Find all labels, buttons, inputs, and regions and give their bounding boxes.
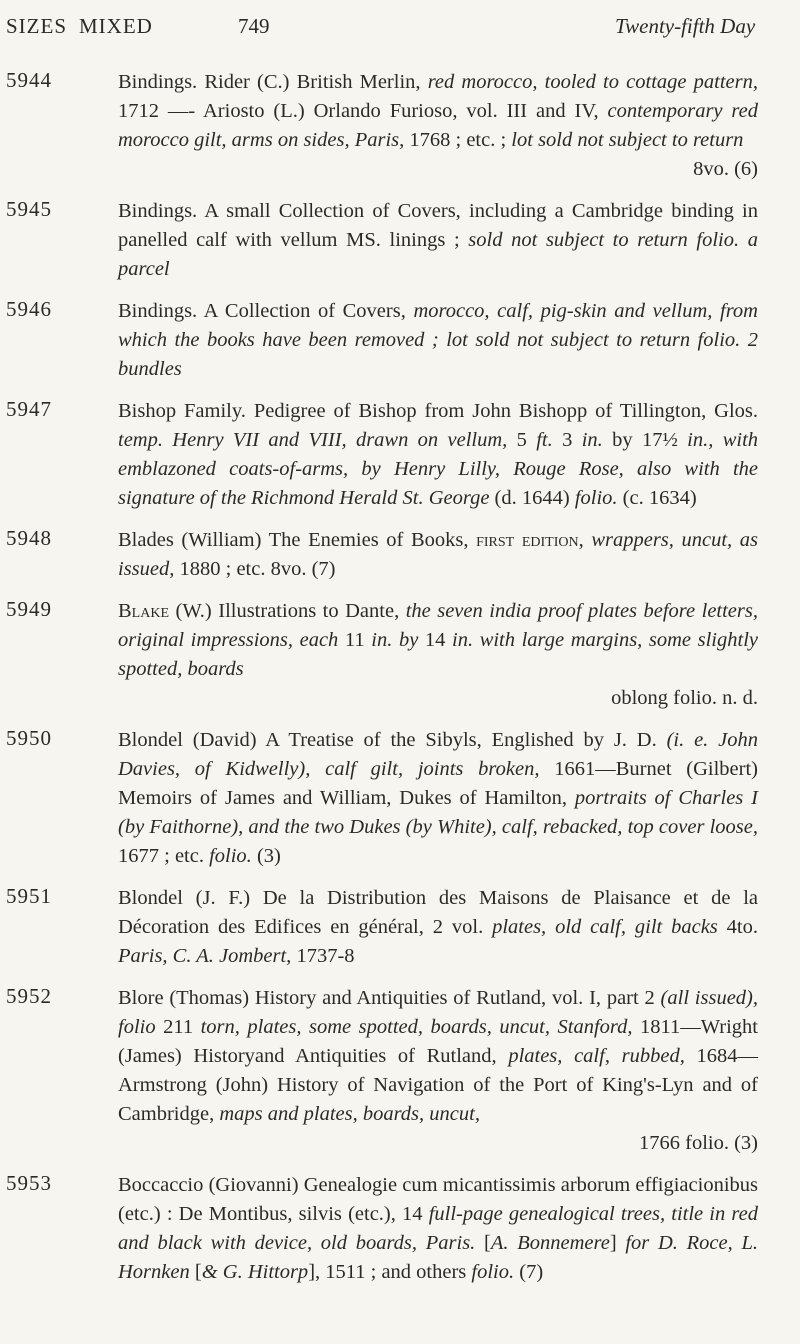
lot-text-segment: full-page genealogical trees, title in red and black with device, old boards, Paris. bbox=[118, 1203, 758, 1254]
lot-entry bbox=[0, 597, 800, 713]
lot-entry bbox=[0, 197, 800, 284]
lot-text-segment: (all issued), folio bbox=[118, 987, 759, 1038]
lot-text-segment: Boccaccio (Giovanni) Genealogie cum micantissimis arborum effigiacionibus (etc.) : De Montibus, silvis (etc.), 14 bbox=[118, 1174, 758, 1225]
lot-text-segment: plates, calf, rubbed, bbox=[508, 1045, 685, 1067]
lot-text-segment: Bishop Family. Pedigree of Bishop from John Bishopp of Tillington, Glos. bbox=[118, 400, 758, 422]
page-number: 749 bbox=[238, 14, 270, 38]
lot-text-segment: in. bbox=[581, 429, 603, 451]
lot-description bbox=[118, 597, 758, 713]
lot-number: 5944 bbox=[6, 68, 52, 92]
lot-description bbox=[118, 1171, 758, 1287]
lot-entry bbox=[0, 884, 800, 971]
lot-text-segment: 211 bbox=[155, 1016, 201, 1038]
lot-format: 1766 folio. (3) bbox=[639, 1132, 758, 1154]
lot-list bbox=[0, 68, 800, 1300]
lot-entry bbox=[0, 1171, 800, 1287]
lot-text-segment: for D. Roce, L. Hornken bbox=[118, 1232, 758, 1283]
lot-format: oblong folio. n. d. bbox=[611, 687, 758, 709]
lot-format: 8vo. (6) bbox=[693, 158, 758, 180]
lot-description bbox=[118, 526, 758, 584]
lot-text-segment: in. with large margins, some slightly spotted, boards bbox=[118, 629, 758, 680]
lot-text-segment: temp. Henry VII and VIII, drawn on vellum, bbox=[118, 429, 508, 451]
lot-text-segment: Blore (Thomas) History and Antiquities of Rutland, vol. I, part 2 bbox=[118, 987, 661, 1009]
lot-description bbox=[118, 984, 758, 1158]
lot-text-segment: in., with emblazoned coats-of-arms, by Henry Lilly, Rouge Rose, also with the signature of the Richmond Herald St. George bbox=[118, 429, 759, 509]
lot-text-segment: first edition, bbox=[476, 529, 584, 551]
lot-number: 5951 bbox=[6, 884, 52, 908]
lot-text-segment: 11 bbox=[338, 629, 372, 651]
lot-text-segment: 1712 —- Ariosto (L.) Orlando Furioso, vol. III and IV, bbox=[118, 100, 608, 122]
lot-text-segment: [ bbox=[475, 1232, 491, 1254]
lot-description bbox=[118, 68, 758, 184]
lot-text-segment: Blondel (J. F.) De la Distribution des Maisons de Plaisance et de la Décoration des Edifices en général, 2 vol. bbox=[118, 887, 758, 938]
lot-number: 5950 bbox=[6, 726, 52, 750]
lot-description bbox=[118, 397, 758, 513]
lot-number: 5949 bbox=[6, 597, 52, 621]
lot-text-segment: [ bbox=[189, 1261, 202, 1283]
lot-text-segment: 14 bbox=[418, 629, 453, 651]
lot-number: 5953 bbox=[6, 1171, 52, 1195]
lot-entry bbox=[0, 526, 800, 584]
lot-text-segment: 1677 ; etc. bbox=[118, 845, 210, 867]
lot-number: 5945 bbox=[6, 197, 52, 221]
header-sizes: SIZES bbox=[6, 14, 68, 38]
lot-number: 5946 bbox=[6, 297, 52, 321]
lot-text-segment: Bindings. A Collection of Covers, bbox=[118, 300, 414, 322]
lot-text-segment bbox=[392, 629, 399, 651]
lot-text-segment: (i. e. John Davies, of Kidwelly), calf gilt, joints broken, bbox=[118, 729, 758, 780]
page-header bbox=[0, 14, 800, 50]
lot-entry bbox=[0, 726, 800, 871]
sale-day-title: Twenty-fifth Day bbox=[615, 14, 756, 38]
lot-text-segment: A. Bonnemere bbox=[490, 1232, 610, 1254]
lot-text-segment: Bindings. Rider (C.) British Merlin, bbox=[118, 71, 428, 93]
lot-text-segment: red morocco, tooled to cottage pattern, bbox=[427, 71, 758, 93]
lot-description bbox=[118, 197, 758, 284]
lot-text-segment: 5 bbox=[507, 429, 537, 451]
lot-text-segment: folio. bbox=[574, 487, 618, 509]
lot-entry bbox=[0, 984, 800, 1158]
lot-text-segment: ], 1511 ; and others bbox=[308, 1261, 472, 1283]
lot-number: 5947 bbox=[6, 397, 52, 421]
lot-description bbox=[118, 297, 758, 384]
lot-number: 5948 bbox=[6, 526, 52, 550]
lot-text-segment: maps and plates, boards, uncut, bbox=[219, 1103, 480, 1125]
lot-text-segment: by bbox=[398, 629, 419, 651]
lot-text-segment: & G. Hittorp bbox=[201, 1261, 309, 1283]
lot-text-segment: (7) bbox=[514, 1261, 544, 1283]
lot-text-segment: folio. bbox=[209, 845, 252, 867]
lot-text-segment: (3) bbox=[251, 845, 281, 867]
lot-description bbox=[118, 884, 758, 971]
lot-entry bbox=[0, 397, 800, 513]
lot-text-segment: ] bbox=[609, 1232, 626, 1254]
lot-text-segment: 3 bbox=[552, 429, 582, 451]
lot-number: 5952 bbox=[6, 984, 52, 1008]
lot-text-segment: folio. bbox=[471, 1261, 515, 1283]
header-mixed: MIXED bbox=[79, 14, 153, 38]
lot-text-segment: 1811—Wright (James) Historyand Antiquities of Rutland, bbox=[118, 1016, 758, 1067]
lot-text-segment: lot sold not subject to return bbox=[511, 129, 744, 151]
lot-text-segment: 1768 ; etc. ; bbox=[404, 129, 512, 151]
lot-text-segment: 1661—Burnet (Gilbert) Memoirs of James and William, Dukes of Hamilton, bbox=[118, 758, 759, 809]
lot-text-segment: (d. 1644) bbox=[489, 487, 575, 509]
lot-text-segment: torn, plates, some spotted, boards, uncut, Stanford, bbox=[200, 1016, 633, 1038]
lot-text-segment: 1737-8 bbox=[291, 945, 355, 967]
lot-text-segment: 1880 ; etc. 8vo. (7) bbox=[174, 558, 336, 580]
lot-text-segment: by 17½ bbox=[602, 429, 688, 451]
lot-text-segment: morocco, calf, pig-skin and vellum, from which the books have been removed ; lot sold not subject to return folio. 2 bundles bbox=[118, 300, 758, 380]
lot-text-segment: Blondel (David) A Treatise of the Sibyls, Englished by J. D. bbox=[118, 729, 667, 751]
lot-text-segment: (c. 1634) bbox=[617, 487, 697, 509]
lot-description bbox=[118, 726, 758, 871]
lot-text-segment: Blake bbox=[118, 600, 169, 622]
lot-text-segment: Bindings. A small Collection of Covers, including a Cambridge binding in panelled calf with vellum MS. linings ; bbox=[118, 200, 758, 251]
lot-text-segment: Blades (William) The Enemies of Books, bbox=[118, 529, 477, 551]
lot-text-segment: wrappers, uncut, as issued, bbox=[118, 529, 759, 580]
lot-text-segment: contemporary red morocco gilt, arms on sides, Paris, bbox=[118, 100, 758, 151]
lot-text-segment: 4to. bbox=[717, 916, 758, 938]
lot-entry bbox=[0, 68, 800, 184]
lot-text-segment: plates, old calf, gilt backs bbox=[492, 916, 718, 938]
lot-text-segment: (W.) Illustrations to Dante, bbox=[169, 600, 406, 622]
lot-text-segment: 1684— Armstrong (John) History of Navigation of the Port of King's-Lyn and of Cambridge, bbox=[118, 1045, 758, 1125]
lot-text-segment: ft. bbox=[536, 429, 553, 451]
lot-text-segment: Paris, C. A. Jombert, bbox=[118, 945, 292, 967]
lot-text-segment: portraits of Charles I (by Faithorne), and the two Dukes (by White), calf, rebacked, top cover loose, bbox=[118, 787, 758, 838]
lot-text-segment: sold not subject to return folio. a parcel bbox=[118, 229, 758, 280]
lot-entry bbox=[0, 297, 800, 384]
lot-text-segment: in. bbox=[371, 629, 393, 651]
lot-text-segment: the seven india proof plates before letters, original impressions, each bbox=[118, 600, 758, 651]
